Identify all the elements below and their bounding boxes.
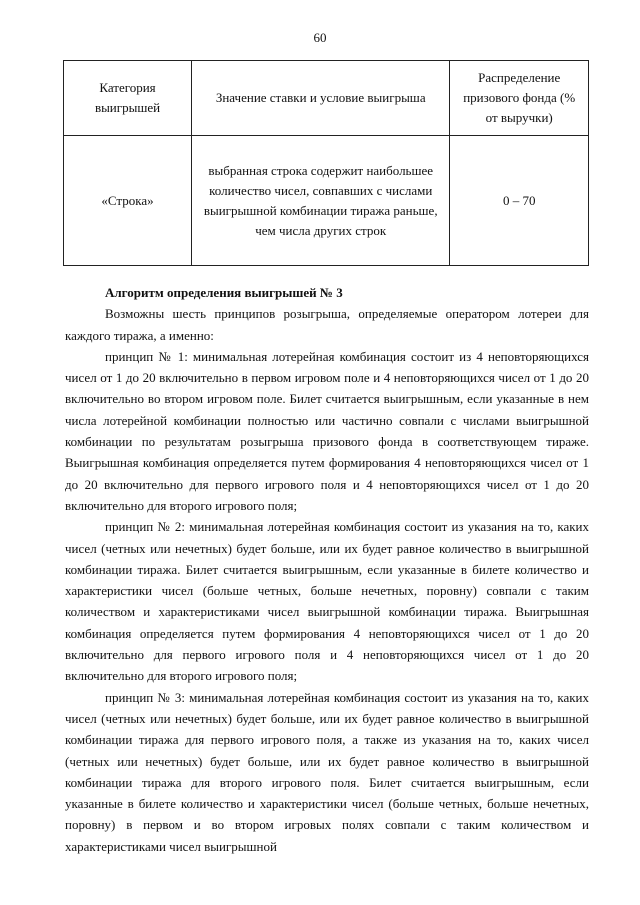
cell-category: «Строка» [64,136,192,266]
section-heading: Алгоритм определения выигрышей № 3 [105,285,343,300]
table-row [64,136,589,266]
paragraph-principle-2: принцип № 2: минимальная лотерейная комбинация состоит из указания на то, каких чисел (четных или нечетных) будет больше, или их будет равное количество в выигрышной комбинации тиража. Билет считается выигрышным, если указанные в билете количество и характеристики чисел (больше четных, больше нечетных, поровну) совпали с таким количеством и характеристиками чисел выигрышной комбинации тиража. Выигрышная комбинация определяется путем формирования 4 неповторяющихся чисел от 1 до 20 включительно для первого игрового поля и 4 неповторяющихся чисел от 1 до 20 включительно для второго игрового поля; [65,519,589,684]
page-number: 60 [313,30,327,45]
table-header-row [64,61,589,136]
prize-distribution-table [63,60,589,266]
paragraph-intro: Возможны шесть принципов розыгрыша, определяемые оператором лотереи для каждого тиража, а именно: [65,306,589,343]
paragraph-principle-3: принцип № 3: минимальная лотерейная комбинация состоит из указания на то, каких чисел (четных или нечетных) будет больше, или их будет равное количество в выигрышной комбинации тиража для первого игрового поля, а также из указания на то, каких чисел (четных или нечетных) будет больше, или их будет равное количество в выигрышной комбинации тиража для второго игрового поля. Билет считается выигрышным, если указанные в билете количество и характеристики чисел (больше четных, больше нечетных, поровну) в первом и во втором игровых полях совпали с таким количеством и характеристиками чисел выигрышной [65,689,589,854]
cell-condition: выбранная строка содержит наибольшее количество чисел, совпавших с числами выигрышной комбинации тиража раньше, чем числа других строк [192,136,450,266]
header-distribution: Распределение призового фонда (% от выручки) [450,61,589,136]
paragraph-principle-1: принцип № 1: минимальная лотерейная комбинация состоит из 4 неповторяющихся чисел от 1 до 20 включительно в первом игровом поле и 4 неповторяющихся чисел от 1 до 20 включительно во втором игровом поле. Билет считается выигрышным, если указанные в нем числа лотерейной комбинации полностью или частично совпали с числами выигрышной комбинации по результатам розыгрыша призового фонда в соответствующем тираже. Выигрышная комбинация определяется путем формирования 4 неповторяющихся чисел от 1 до 20 включительно для первого игрового поля и 4 неповторяющихся чисел от 1 до 20 включительно для второго игрового поля; [65,348,589,513]
header-condition: Значение ставки и условие выигрыша [192,61,450,136]
cell-distribution: 0 – 70 [450,136,589,266]
header-category: Категория выигрышей [64,61,192,136]
document-body [65,282,589,857]
